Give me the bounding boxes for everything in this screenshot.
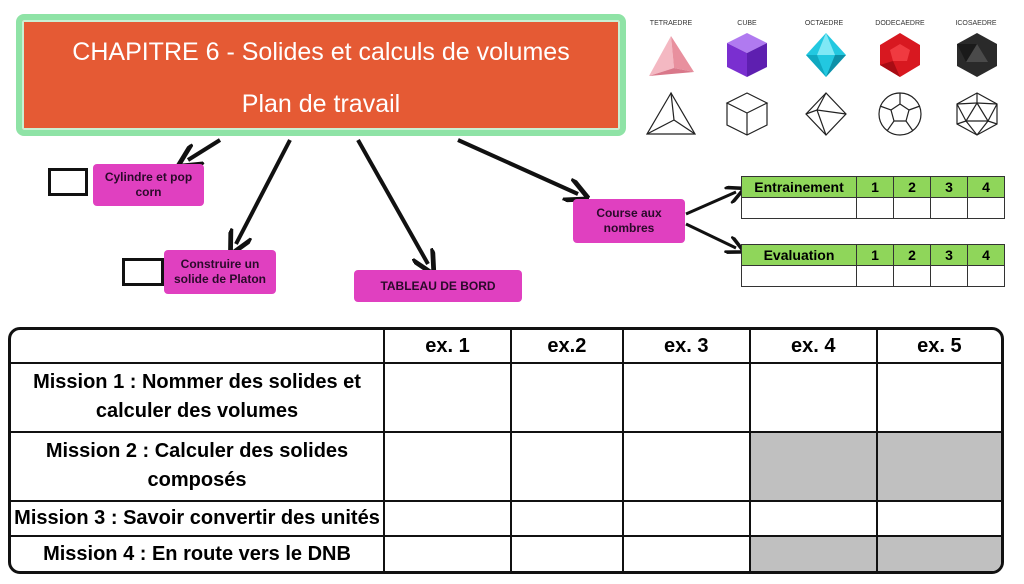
- mission-4-label: Mission 4 : En route vers le DNB: [11, 536, 384, 571]
- mission-2-label: Mission 2 : Calculer des solides composés: [11, 432, 384, 501]
- chapter-title: CHAPITRE 6 - Solides et calculs de volumes: [72, 38, 570, 66]
- cylindre-checkbox[interactable]: [48, 168, 88, 196]
- evaluation-score-cell[interactable]: [931, 266, 968, 287]
- missions-corner: [11, 330, 384, 363]
- header-ex-4: ex. 4: [750, 330, 877, 363]
- mission-4-ex-2[interactable]: [511, 536, 623, 571]
- evaluation-score-blank: [742, 266, 857, 287]
- solid-label-cube: CUBE: [737, 20, 757, 27]
- evaluation-col-3: 3: [931, 245, 968, 266]
- header-ex-3: ex. 3: [623, 330, 750, 363]
- mission-4-ex-4-disabled: [750, 536, 877, 571]
- evaluation-label: Evaluation: [742, 245, 857, 266]
- entrainement-col-2: 2: [894, 177, 931, 198]
- mission-2-ex-4-disabled: [750, 432, 877, 501]
- missions-table: [8, 327, 1004, 574]
- header-ex-5: ex. 5: [877, 330, 1001, 363]
- solid-label-tetrahedron: TETRAEDRE: [649, 20, 693, 27]
- header-ex-2: ex.2: [511, 330, 623, 363]
- evaluation-score-cell[interactable]: [968, 266, 1005, 287]
- course-aux-nombres-box[interactable]: Course aux nombres: [573, 199, 685, 243]
- mission-3-ex-5[interactable]: [877, 501, 1001, 537]
- evaluation-col-4: 4: [968, 245, 1005, 266]
- mission-3-ex-2[interactable]: [511, 501, 623, 537]
- entrainement-table: [741, 176, 1005, 219]
- evaluation-score-cell[interactable]: [894, 266, 931, 287]
- entrainement-score-cell[interactable]: [857, 198, 894, 219]
- entrainement-col-1: 1: [857, 177, 894, 198]
- arrow-to-course: [458, 140, 578, 194]
- entrainement-col-4: 4: [968, 177, 1005, 198]
- solid-label-dodecahedron: DODECAEDRE: [875, 20, 925, 27]
- arrow-to-platon: [236, 140, 290, 244]
- tableau-de-bord-box[interactable]: TABLEAU DE BORD: [354, 270, 522, 302]
- mission-2-ex-1[interactable]: [384, 432, 511, 501]
- mission-1-ex-5[interactable]: [877, 363, 1001, 432]
- platon-checkbox[interactable]: [122, 258, 164, 286]
- mission-1-ex-1[interactable]: [384, 363, 511, 432]
- arrow-to-entrainement: [686, 192, 736, 214]
- mission-3-ex-3[interactable]: [623, 501, 750, 537]
- platon-solid-box[interactable]: Construire un solide de Platon: [164, 250, 276, 294]
- solid-label-icosahedron: ICOSAEDRE: [955, 20, 997, 27]
- mission-2-ex-2[interactable]: [511, 432, 623, 501]
- arrow-to-evaluation: [686, 224, 736, 248]
- mission-3-ex-4[interactable]: [750, 501, 877, 537]
- entrainement-score-blank: [742, 198, 857, 219]
- entrainement-score-cell[interactable]: [968, 198, 1005, 219]
- entrainement-col-3: 3: [931, 177, 968, 198]
- chapter-subtitle: Plan de travail: [241, 90, 401, 118]
- entrainement-label: Entrainement: [742, 177, 857, 198]
- evaluation-score-cell[interactable]: [857, 266, 894, 287]
- mission-2-ex-3[interactable]: [623, 432, 750, 501]
- header-ex-1: ex. 1: [384, 330, 511, 363]
- entrainement-score-cell[interactable]: [931, 198, 968, 219]
- mission-3-label: Mission 3 : Savoir convertir des unités: [11, 501, 384, 537]
- mission-4-ex-1[interactable]: [384, 536, 511, 571]
- mission-1-ex-2[interactable]: [511, 363, 623, 432]
- arrow-to-tableau: [358, 140, 428, 264]
- cylindre-popcorn-box[interactable]: Cylindre et pop corn: [93, 164, 204, 206]
- evaluation-col-1: 1: [857, 245, 894, 266]
- mission-2-ex-5-disabled: [877, 432, 1001, 501]
- evaluation-col-2: 2: [894, 245, 931, 266]
- solid-label-octahedron: OCTAEDRE: [804, 20, 844, 27]
- mission-4-ex-3[interactable]: [623, 536, 750, 571]
- evaluation-table: [741, 244, 1005, 287]
- entrainement-score-cell[interactable]: [894, 198, 931, 219]
- mission-1-ex-3[interactable]: [623, 363, 750, 432]
- mission-1-ex-4[interactable]: [750, 363, 877, 432]
- mission-3-ex-1[interactable]: [384, 501, 511, 537]
- mission-4-ex-5-disabled: [877, 536, 1001, 571]
- mission-1-label: Mission 1 : Nommer des solides et calculer des volumes: [11, 363, 384, 432]
- arrow-to-cylindre: [188, 140, 220, 160]
